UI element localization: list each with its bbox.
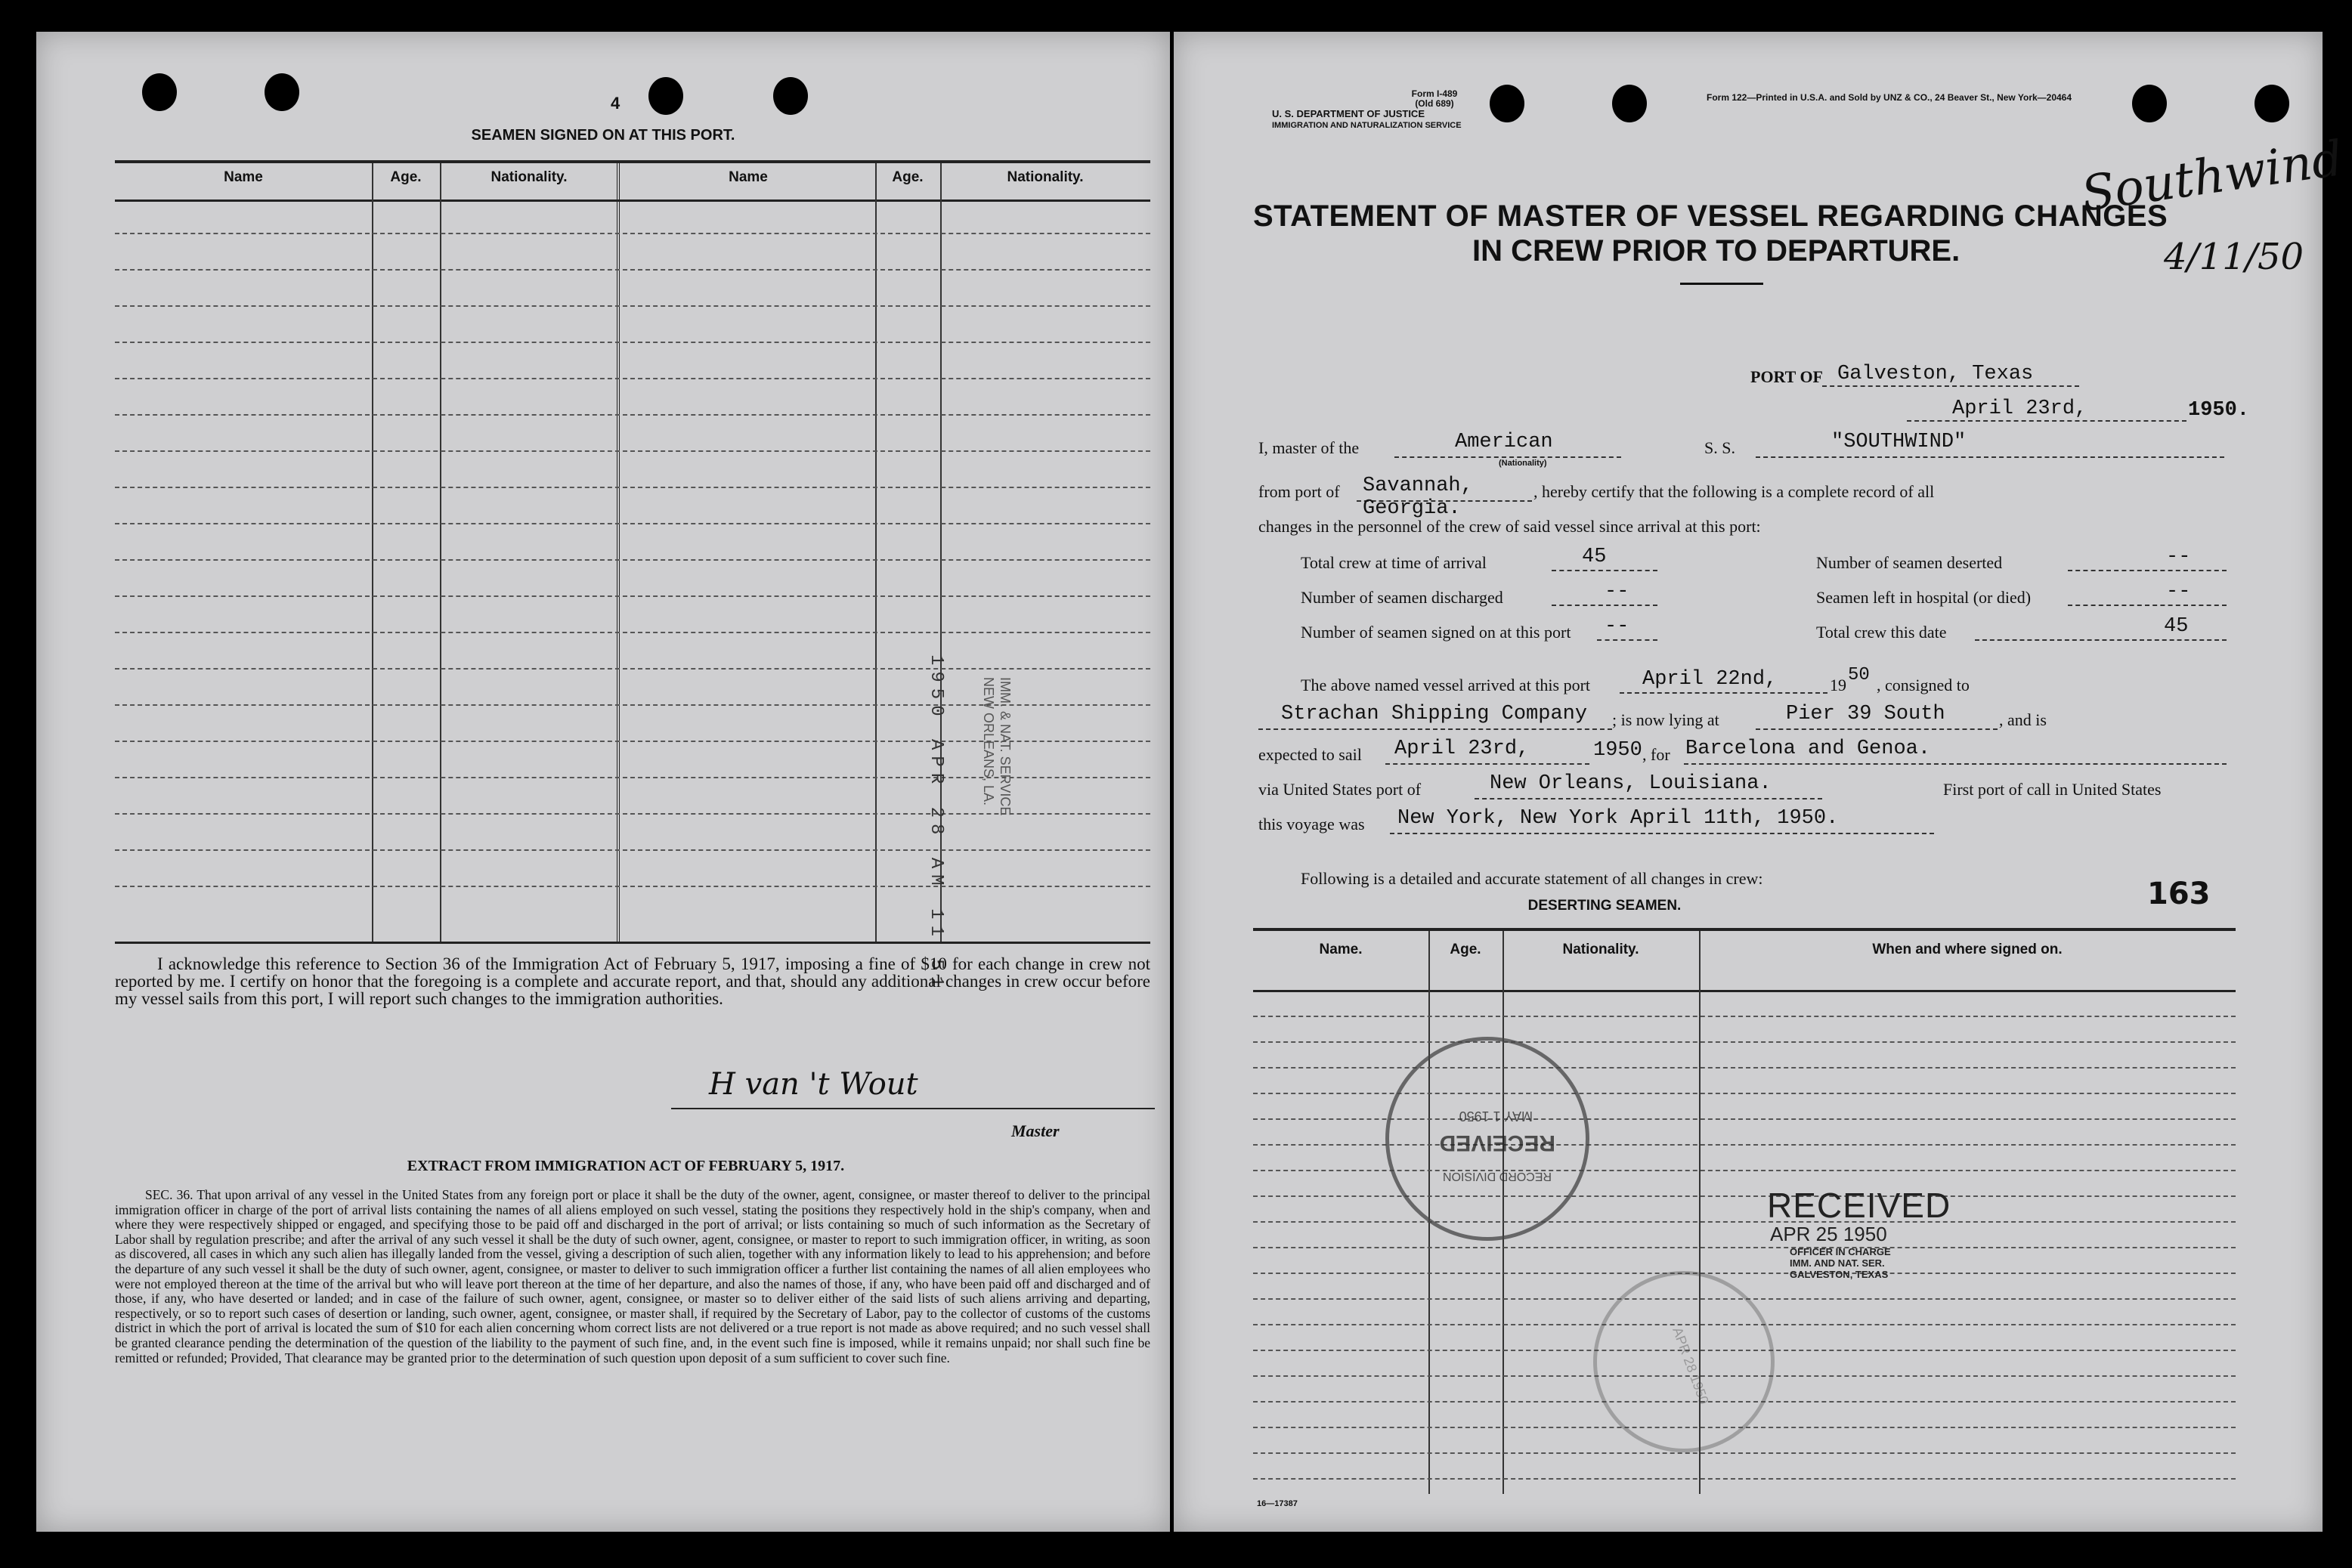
- hospital-label: Seamen left in hospital (or died): [1816, 588, 2032, 607]
- signed-on-value: --: [1605, 615, 1629, 638]
- consignee-value: Strachan Shipping Company: [1281, 703, 1588, 725]
- discharged-field: [1552, 580, 1657, 606]
- column-header-age: Age.: [390, 169, 422, 185]
- form-number: Form I-489: [1411, 88, 1458, 99]
- port-field: [1822, 363, 2079, 387]
- table-row-line: [1253, 1195, 2236, 1197]
- form-old-number: (Old 689): [1415, 98, 1454, 109]
- table-row-line: [1253, 1247, 2236, 1248]
- column-rule: [617, 163, 620, 942]
- column-rule: [372, 163, 373, 942]
- table-row-line: [1253, 1452, 2236, 1454]
- punch-hole: [265, 73, 299, 111]
- lying-label: ; is now lying at: [1612, 710, 1719, 729]
- punch-hole: [142, 73, 177, 111]
- faded-round-stamp: [1593, 1271, 1775, 1452]
- time-stamp-city: NEW ORLEANS, LA.: [981, 677, 996, 806]
- deserted-value: --: [2166, 546, 2191, 568]
- from-port-value: Savannah, Georgia.: [1363, 475, 1473, 520]
- via-value: New Orleans, Louisiana.: [1490, 772, 1772, 795]
- form-title-line-2: IN CREW PRIOR TO DEPARTURE.: [1472, 234, 1961, 268]
- port-label: PORT OF: [1750, 367, 1823, 386]
- table-row-line: [1253, 1221, 2236, 1223]
- stamp-date-text: MAY 1 1950: [1459, 1109, 1533, 1124]
- column-header-nationality: Nationality.: [1007, 169, 1084, 185]
- left-page: [36, 32, 1170, 1532]
- destination-value: Barcelona and Genoa.: [1685, 738, 1931, 760]
- via-field: [1475, 772, 1822, 799]
- voyage-label: this voyage was: [1258, 815, 1365, 833]
- department-name: U. S. DEPARTMENT OF JUSTICE: [1272, 108, 1425, 119]
- section-title: SEAMEN SIGNED ON AT THIS PORT.: [471, 127, 735, 144]
- received-round-stamp: [1385, 1037, 1589, 1241]
- table-row-line: [1253, 1067, 2236, 1069]
- expected-field: [1385, 738, 1589, 765]
- handwritten-date: 4/11/50: [2164, 236, 2304, 278]
- table-row-line: [115, 269, 1150, 271]
- column-header-age: Age.: [1450, 942, 1481, 957]
- column-header-nationality: Nationality.: [491, 169, 568, 185]
- signed-on-field: [1597, 615, 1657, 641]
- table-row-line: [115, 849, 1150, 851]
- acknowledgement-text: I acknowledge this reference to Section 36 of the Immigration Act of February 5, 1917, imposing a fine of $10 for each change in crew not reported by me. I certify on honor that the foregoing is a complete and accurate report, and that, should any additional changes in crew occur before my vessel sails from this port, I will report such changes to the immigration authorities.: [115, 954, 1150, 1008]
- table-row-line: [115, 813, 1150, 815]
- consignee-field: [1258, 703, 1612, 730]
- ss-label: S. S.: [1704, 438, 1735, 457]
- table-row-line: [1253, 1273, 2236, 1274]
- page-number: 4: [611, 94, 620, 113]
- table-row-line: [115, 668, 1150, 670]
- punch-hole: [2255, 85, 2289, 122]
- date-value: April 23rd,: [1952, 397, 2087, 420]
- punch-hole: [2132, 85, 2167, 122]
- received-stamp-date: APR 25 1950: [1770, 1223, 1887, 1245]
- signature-line: [671, 1067, 1155, 1109]
- arrived-year-prefix: 19: [1830, 676, 1846, 694]
- punch-hole: [1612, 85, 1647, 122]
- hospital-value: --: [2166, 580, 2191, 603]
- master-signature: H van 't Wout: [709, 1067, 918, 1102]
- expected-value: April 23rd,: [1394, 738, 1530, 760]
- ship-value: "SOUTHWIND": [1831, 431, 1967, 453]
- table-row-line: [115, 523, 1150, 524]
- column-rule: [875, 163, 877, 942]
- arrived-value: April 22nd,: [1642, 668, 1778, 691]
- received-stamp-title: RECEIVED: [1767, 1186, 1951, 1225]
- expected-label: expected to sail: [1258, 745, 1362, 764]
- time-stamp: 1950 APR 28 AM 11 51: [926, 654, 946, 994]
- table-row-line: [115, 414, 1150, 416]
- certify-text: , hereby certify that the following is a complete record of all: [1533, 482, 1935, 501]
- arrived-year-suffix: 50: [1848, 665, 1870, 685]
- column-header-age: Age.: [892, 169, 924, 185]
- deserting-title: DESERTING SEAMEN.: [1527, 898, 1682, 914]
- received-stamp-service: IMM. AND NAT. SER.: [1790, 1257, 1885, 1269]
- time-stamp-office: IMM. & NAT. SERVICE: [998, 677, 1013, 816]
- nationality-value: American: [1455, 431, 1553, 453]
- changes-text: changes in the personnel of the crew of said vessel since arrival at this port:: [1258, 517, 1761, 536]
- table-row-line: [1253, 1041, 2236, 1043]
- extract-title: EXTRACT FROM IMMIGRATION ACT OF FEBRUARY 5, 1917.: [407, 1158, 845, 1174]
- voyage-field: [1390, 807, 1934, 834]
- stamp-received-text: RECEIVED: [1439, 1130, 1555, 1155]
- handwritten-ship-name: Southwind: [2078, 131, 2347, 223]
- discharged-value: --: [1605, 580, 1629, 603]
- column-header-name: Name: [729, 169, 768, 185]
- via-label: via United States port of: [1258, 780, 1422, 799]
- from-port-field: [1357, 475, 1532, 520]
- column-header-signed-on: When and where signed on.: [1872, 942, 2063, 957]
- signed-on-label: Number of seamen signed on at this port: [1301, 623, 1571, 642]
- faded-stamp-date: APR 28 1950: [1670, 1325, 1712, 1407]
- header-rule: [1253, 990, 2236, 992]
- header-rule: [115, 199, 1150, 202]
- date-year: 1950.: [2188, 399, 2250, 422]
- service-name: IMMIGRATION AND NATURALIZATION SERVICE: [1272, 121, 1462, 130]
- nationality-field: [1394, 431, 1621, 458]
- form-title-line-1: STATEMENT OF MASTER OF VESSEL REGARDING CHANGES: [1253, 199, 2168, 233]
- table-row-line: [115, 342, 1150, 343]
- table-row-line: [1253, 1478, 2236, 1480]
- voyage-value: New York, New York April 11th, 1950.: [1397, 807, 1839, 830]
- total-date-label: Total crew this date: [1816, 623, 1947, 642]
- for-label: , for: [1642, 745, 1670, 764]
- total-date-field: [1975, 615, 2227, 641]
- total-arrival-label: Total crew at time of arrival: [1301, 553, 1487, 572]
- table-row-line: [115, 450, 1150, 452]
- punch-hole: [773, 77, 808, 115]
- column-rule: [440, 163, 441, 942]
- from-port-label: from port of: [1258, 482, 1340, 501]
- lying-field: [1756, 703, 1998, 730]
- form-footer-number: 16—17387: [1257, 1499, 1298, 1508]
- total-arrival-value: 45: [1582, 546, 1607, 568]
- discharged-label: Number of seamen discharged: [1301, 588, 1503, 607]
- total-date-value: 45: [2164, 615, 2189, 638]
- arrived-field: [1620, 668, 1827, 694]
- right-page: [1174, 32, 2347, 1532]
- consigned-label: , consigned to: [1877, 676, 1970, 694]
- date-field: [1907, 397, 2186, 422]
- arrived-label: The above named vessel arrived at this port: [1301, 676, 1591, 694]
- table-row-line: [115, 632, 1150, 633]
- column-header-name: Name.: [1319, 942, 1363, 957]
- deserted-label: Number of seamen deserted: [1816, 553, 2003, 572]
- table-row-line: [1253, 1016, 2236, 1017]
- received-stamp: [1767, 1185, 1951, 1280]
- table-row-line: [115, 595, 1150, 597]
- stamp-division-text: RECORD DIVISION: [1442, 1170, 1552, 1183]
- hospital-field: [2068, 580, 2227, 606]
- column-header-name: Name: [224, 169, 263, 185]
- table-row-line: [115, 233, 1150, 234]
- table-row-line: [115, 487, 1150, 488]
- table-row-line: [115, 559, 1150, 561]
- destination-field: [1684, 738, 2227, 765]
- column-header-nationality: Nationality.: [1562, 942, 1639, 957]
- deserted-field: [2068, 546, 2227, 571]
- port-value: Galveston, Texas: [1837, 363, 2034, 385]
- lying-value: Pier 39 South: [1786, 703, 1945, 725]
- handwritten-number: 163: [2147, 877, 2211, 911]
- master-of-label: I, master of the: [1258, 438, 1360, 457]
- table-row-line: [115, 886, 1150, 887]
- ship-field: [1756, 431, 2224, 458]
- extract-text: SEC. 36. That upon arrival of any vessel in the United States from any foreign port or place it shall be the duty of the owner, agent, consignee, or master thereof to deliver to the principal immigration officer in charge of the port of arrival lists containing the names of all aliens employed on such vessel, stating the positions they respectively hold in the ship's company, when and where they were respectively shipped or engaged, and specifying those to be paid off and discharged in the port of arrival; or lists containing so much of such information as the Secretary of Labor shall by regulation prescribe; and after the arrival of any such vessel it shall be the duty of such owner, agent, consignee, or master to report to such immigration officer, in writing, as soon as discovered, all cases in which any such alien has illegally landed from the vessel, giving a description of such alien, together with any information likely to lead to his apprehension; and before the departure of any such vessel it shall be the duty of such owner, agent, consignee, or master to deliver to such immigration officer a further list containing the names of all alien employees who were not employed thereon at the time of the arrival but who will leave port thereon at the time of her departure, and also the names of those, if any, who have been paid off and discharged and of those, if any, who have deserted or landed; and in case of the failure of such owner, agent, consignee, or master so to deliver either of the said lists of such aliens arriving and departing, respectively, or so to report such cases of desertion or landing, such owner, agent, consignee, or master shall, if required by the Secretary of Labor, pay to the collector of customs of the customs district in which the port of arrival is located the sum of $10 for each alien concerning whom correct lists are not delivered or a true report is not made as above required; and no such vessel shall be granted clearance pending the determination of the question of the liability to the payment of such fine, and, in the event such fine is imposed, while it remains unpaid; nor shall such fine be remitted or refunded; Provided, That clearance may be granted prior to the determination of such question upon deposit of a sum sufficient to cover such fine.: [115, 1187, 1150, 1365]
- table-row-line: [115, 305, 1150, 307]
- and-is-text: , and is: [1999, 710, 2047, 729]
- total-arrival-field: [1552, 546, 1657, 571]
- received-stamp-city: GALVESTON, TEXAS: [1790, 1269, 1889, 1280]
- punch-hole: [648, 77, 683, 115]
- first-port-label: First port of call in United States: [1943, 780, 2162, 799]
- following-text: Following is a detailed and accurate statement of all changes in crew:: [1301, 869, 1763, 888]
- printer-note: Form 122—Printed in U.S.A. and Sold by UNZ & CO., 24 Beaver St., New York—20464: [1707, 92, 2072, 103]
- expected-year: 1950: [1593, 739, 1642, 762]
- table-row-line: [115, 378, 1150, 379]
- received-stamp-office: OFFICER IN CHARGE: [1790, 1246, 1891, 1257]
- title-rule: [1680, 283, 1763, 285]
- master-label: Master: [1011, 1121, 1060, 1140]
- nationality-caption: (Nationality): [1499, 459, 1547, 468]
